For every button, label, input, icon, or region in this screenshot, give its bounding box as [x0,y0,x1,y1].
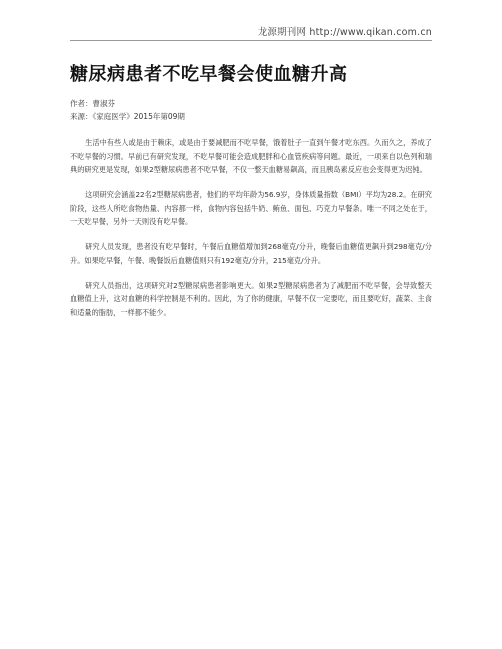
header-divider [70,40,432,41]
journal-source-header: 龙源期刊网 http://www.qikan.com.cn [257,27,432,38]
paragraph: 研究人员发现，患者没有吃早餐时，午餐后血糖值增加到268毫克/分升，晚餐后血糖值更飙升到298毫克/分升。如果吃早餐，午餐、晚餐饭后血糖值则只有192毫克/分升，215毫克/分升。 [70,242,432,265]
article-title: 糖尿病患者不吃早餐会使血糖升高 [70,64,348,85]
paragraph: 研究人员指出，这项研究对2型糖尿病患者影响更大。如果2型糖尿病患者为了减肥而不吃早餐，会导致整天血糖值上升，这对血糖的科学控制是不利的。因此，为了你的健康，早餐不仅一定要吃，而且要吃好，蔬菜、主食和适量的脂肪，一样都不能少。 [70,280,432,317]
article-meta [70,97,432,123]
article [70,60,432,331]
source-line: 来源：《家庭医学》2015年第09期 [70,112,185,121]
article-body [70,136,432,319]
paragraph: 生活中有些人或是由于赖床，或是由于要减肥而不吃早餐，饿着肚子一直到午餐才吃东西。久而久之，养成了不吃早餐的习惯。早前已有研究发现，不吃早餐可能会造成肥胖和心血管疾病等问题。最近，一项来自以色列和瑞典的研究更是发现，如果2型糖尿病患者不吃早餐，不仅一整天血糖易飙高，而且胰岛素反应也会变得更为迟钝。 [70,138,432,174]
author-line: 作者：曹淑芬 [70,99,115,108]
paragraph: 这项研究会涵盖22名2型糖尿病患者，他们的平均年龄为56.9岁，身体质量指数（BMI）平均为28.2。在研究阶段，这些人所吃食物热量、内容都一样，食物内容包括牛奶、鲔鱼、面包、巧克力早餐条。唯一不同之处在于，一天吃早餐，另外一天则没有吃早餐。 [70,190,432,226]
